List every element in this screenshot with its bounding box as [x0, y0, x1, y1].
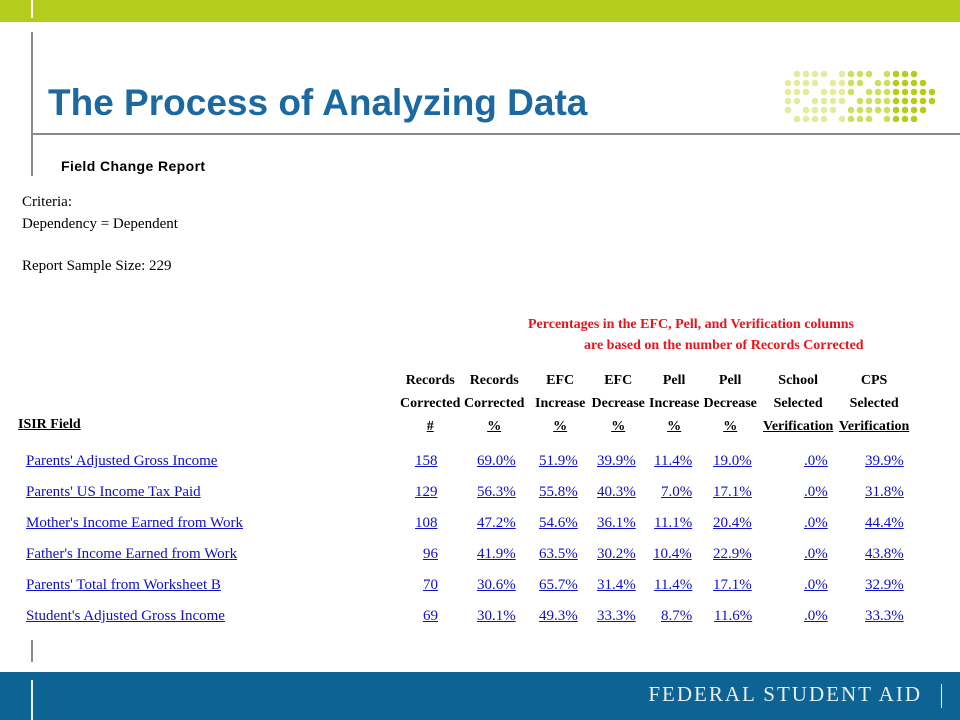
column-header-line: Records [469, 373, 519, 388]
table-row [0, 477, 960, 508]
decorative-dot [875, 98, 882, 105]
column-header-school-selected-verification [763, 369, 833, 438]
cell-records-corrected-pct[interactable]: 41.9% [477, 546, 516, 562]
column-header-efc-decrease [592, 369, 645, 438]
cell-efc-increase[interactable]: 51.9% [539, 453, 578, 469]
decorative-dot [893, 98, 900, 105]
column-header-line: Records [405, 373, 455, 388]
decorative-dot [821, 98, 828, 105]
decorative-dot [803, 89, 810, 96]
column-header-line: Selected [773, 396, 823, 411]
decorative-dot [884, 71, 891, 78]
cell-cps-selected-verification[interactable]: 39.9% [865, 453, 904, 469]
decorative-dot [911, 116, 918, 122]
column-header-line: EFC [604, 373, 633, 388]
column-header-line: % [487, 419, 502, 434]
decorative-dot [893, 80, 900, 87]
decorative-dot [839, 71, 846, 78]
slide-title: The Process of Analyzing Data [48, 82, 588, 123]
decorative-dot [857, 98, 864, 105]
cell-pell-increase[interactable]: 8.7% [661, 608, 693, 624]
decorative-dot [875, 71, 882, 78]
decorative-dot [920, 80, 927, 87]
isir-field-link[interactable]: Parents' Adjusted Gross Income [26, 453, 218, 469]
cell-efc-decrease[interactable]: 30.2% [597, 546, 636, 562]
column-header-line: Decrease [591, 396, 645, 411]
column-header-line: CPS [860, 373, 888, 388]
decorative-dot [839, 107, 846, 114]
decorative-dot [848, 89, 855, 96]
cell-school-selected-verification[interactable]: .0% [804, 608, 828, 624]
column-header-pell-increase [649, 369, 699, 438]
decorative-dot [875, 116, 882, 122]
top-accent-bar [0, 0, 960, 22]
decorative-dot [812, 107, 819, 114]
decorative-dot [911, 107, 918, 114]
decorative-dot [929, 98, 936, 105]
decorative-dot [902, 89, 909, 96]
cell-records-corrected-pct[interactable]: 69.0% [477, 453, 516, 469]
column-header-line: Decrease [703, 396, 757, 411]
cell-school-selected-verification[interactable]: .0% [804, 484, 828, 500]
decorative-dot [848, 71, 855, 78]
cell-pell-increase[interactable]: 11.1% [654, 515, 693, 531]
cell-records-corrected-count[interactable]: 69 [423, 608, 438, 624]
footer-brand-divider [941, 684, 942, 708]
column-header-line: Corrected [464, 396, 525, 411]
decorative-dot [794, 89, 801, 96]
sample-size: Report Sample Size: 229 [22, 258, 172, 274]
column-header-line: Corrected [400, 396, 461, 411]
decorative-dot [875, 80, 882, 87]
decorative-dot [884, 80, 891, 87]
decorative-dot [893, 71, 900, 78]
cell-records-corrected-count[interactable]: 70 [423, 577, 438, 593]
isir-field-link[interactable]: Father's Income Earned from Work [26, 546, 238, 562]
cell-efc-increase[interactable]: 49.3% [539, 608, 578, 624]
column-header-efc-increase [535, 369, 585, 438]
note-line-1: Percentages in the EFC, Pell, and Verification columns [528, 317, 854, 332]
decorative-dot [929, 89, 936, 96]
decorative-dot [821, 116, 828, 122]
decorative-dot [857, 116, 864, 122]
decorative-dot [857, 80, 864, 87]
decorative-dot [920, 107, 927, 114]
decorative-dot [785, 89, 792, 96]
column-header-line: Selected [849, 396, 899, 411]
decorative-dot [830, 107, 837, 114]
column-header-line: % [611, 419, 626, 434]
decorative-dot [785, 107, 792, 114]
decorative-dot [902, 98, 909, 105]
decorative-dot [848, 80, 855, 87]
cell-records-corrected-count[interactable]: 129 [415, 484, 438, 500]
cell-school-selected-verification[interactable]: .0% [804, 453, 828, 469]
decorative-dot [812, 71, 819, 78]
cell-records-corrected-pct[interactable]: 30.6% [477, 577, 516, 593]
cell-records-corrected-pct[interactable]: 47.2% [477, 515, 516, 531]
percentages-note [528, 314, 868, 356]
footer-divider [31, 680, 33, 720]
decorative-dot [884, 98, 891, 105]
isir-field-link[interactable]: Parents' Total from Worksheet B [26, 577, 221, 593]
decorative-dot [830, 80, 837, 87]
decorative-dot [857, 89, 864, 96]
cell-efc-decrease[interactable]: 40.3% [597, 484, 636, 500]
slide-subtitle: Field Change Report [61, 158, 206, 174]
cell-cps-selected-verification[interactable]: 33.3% [865, 608, 904, 624]
cell-cps-selected-verification[interactable]: 44.4% [865, 515, 904, 531]
cell-cps-selected-verification[interactable]: 43.8% [865, 546, 904, 562]
decorative-dot [866, 98, 873, 105]
decorative-dot [848, 98, 855, 105]
decorative-dot [794, 107, 801, 114]
column-header-line: School [778, 373, 818, 388]
isir-field-link[interactable]: Student's Adjusted Gross Income [26, 608, 225, 624]
column-header-line: Increase [535, 396, 586, 411]
column-header-records-corrected-count [400, 369, 460, 438]
decorative-dot [830, 89, 837, 96]
cell-pell-decrease[interactable]: 11.6% [714, 608, 753, 624]
column-header-line: % [723, 419, 738, 434]
decorative-dot [830, 116, 837, 122]
note-line-2: are based on the number of Records Corrected [584, 338, 864, 353]
decorative-dot [884, 89, 891, 96]
column-header-line: Pell [662, 373, 686, 388]
column-header-line: % [553, 419, 568, 434]
cell-pell-decrease[interactable]: 19.0% [713, 453, 752, 469]
column-header-line: Verification [839, 419, 910, 434]
decorative-dot [884, 116, 891, 122]
cell-records-corrected-count[interactable]: 108 [415, 515, 438, 531]
cell-efc-decrease[interactable]: 36.1% [597, 515, 636, 531]
decorative-dot [830, 71, 837, 78]
decorative-dot [866, 71, 873, 78]
left-vertical-rule [31, 32, 33, 176]
decorative-dot [812, 116, 819, 122]
cell-efc-increase[interactable]: 63.5% [539, 546, 578, 562]
isir-field-link[interactable]: Parents' US Income Tax Paid [26, 484, 201, 500]
cell-cps-selected-verification[interactable]: 31.8% [865, 484, 904, 500]
decorative-dots-logo [784, 70, 946, 122]
cell-pell-increase[interactable]: 11.4% [654, 453, 693, 469]
decorative-dot [866, 116, 873, 122]
cell-pell-decrease[interactable]: 17.1% [713, 484, 752, 500]
decorative-dot [803, 107, 810, 114]
decorative-dot [920, 98, 927, 105]
column-header-records-corrected-pct [464, 369, 524, 438]
isir-field-link[interactable]: Mother's Income Earned from Work [26, 515, 243, 531]
isir-field-header: ISIR Field [18, 417, 81, 432]
cell-pell-increase[interactable]: 10.4% [653, 546, 692, 562]
decorative-dot [848, 107, 855, 114]
left-vertical-rule-lower [31, 640, 33, 662]
decorative-dot [902, 116, 909, 122]
footer-brand-text: FEDERAL STUDENT AID [648, 682, 922, 706]
table-row [0, 601, 960, 632]
decorative-dot [902, 71, 909, 78]
decorative-dot [794, 116, 801, 122]
decorative-dot [893, 89, 900, 96]
top-bar-divider [31, 0, 33, 18]
cell-efc-increase[interactable]: 54.6% [539, 515, 578, 531]
decorative-dot [785, 71, 792, 78]
column-header-pell-decrease [704, 369, 757, 438]
cell-school-selected-verification[interactable]: .0% [804, 577, 828, 593]
table-column-headers [0, 369, 960, 439]
decorative-dot [839, 89, 846, 96]
decorative-dot [794, 71, 801, 78]
decorative-dot [839, 80, 846, 87]
criteria-value: Dependency = Dependent [22, 216, 178, 232]
decorative-dot [803, 98, 810, 105]
decorative-dot [839, 116, 846, 122]
decorative-dot [821, 107, 828, 114]
decorative-dot [857, 71, 864, 78]
title-underline-rule [33, 133, 960, 135]
column-header-line: Verification [763, 419, 834, 434]
cell-efc-increase[interactable]: 65.7% [539, 577, 578, 593]
cell-efc-decrease[interactable]: 31.4% [597, 577, 636, 593]
decorative-dot [920, 89, 927, 96]
table-row [0, 508, 960, 539]
decorative-dot [821, 89, 828, 96]
decorative-dot [785, 98, 792, 105]
column-header-line: EFC [546, 373, 575, 388]
decorative-dot [785, 80, 792, 87]
decorative-dot [902, 107, 909, 114]
decorative-dot [857, 107, 864, 114]
decorative-dot [803, 116, 810, 122]
cell-pell-decrease[interactable]: 17.1% [713, 577, 752, 593]
decorative-dot [839, 98, 846, 105]
cell-records-corrected-pct[interactable]: 30.1% [477, 608, 516, 624]
cell-records-corrected-count[interactable]: 158 [415, 453, 438, 469]
decorative-dot [911, 71, 918, 78]
column-header-cps-selected-verification [839, 369, 909, 438]
cell-pell-increase[interactable]: 7.0% [661, 484, 693, 500]
cell-cps-selected-verification[interactable]: 32.9% [865, 577, 904, 593]
criteria-label: Criteria: [22, 194, 72, 210]
decorative-dot [884, 107, 891, 114]
decorative-dot [911, 98, 918, 105]
cell-pell-decrease[interactable]: 22.9% [713, 546, 752, 562]
table-row [0, 446, 960, 477]
table-row [0, 539, 960, 570]
decorative-dot [893, 107, 900, 114]
decorative-dot [875, 107, 882, 114]
decorative-dot [848, 116, 855, 122]
decorative-dot [812, 89, 819, 96]
decorative-dot [803, 80, 810, 87]
cell-records-corrected-count[interactable]: 96 [423, 546, 438, 562]
decorative-dot [893, 116, 900, 122]
decorative-dot [794, 98, 801, 105]
table-row [0, 570, 960, 601]
cell-pell-decrease[interactable]: 20.4% [713, 515, 752, 531]
decorative-dot [866, 80, 873, 87]
footer-bar [0, 672, 960, 720]
cell-efc-decrease[interactable]: 33.3% [597, 608, 636, 624]
decorative-dot [803, 71, 810, 78]
cell-efc-increase[interactable]: 55.8% [539, 484, 578, 500]
report-criteria [22, 191, 178, 277]
column-header-line: % [667, 419, 682, 434]
cell-records-corrected-pct[interactable]: 56.3% [477, 484, 516, 500]
decorative-dot [821, 80, 828, 87]
decorative-dot [866, 89, 873, 96]
decorative-dot [830, 98, 837, 105]
decorative-dot [821, 71, 828, 78]
decorative-dot [812, 98, 819, 105]
column-header-line: Increase [649, 396, 700, 411]
cell-efc-decrease[interactable]: 39.9% [597, 453, 636, 469]
decorative-dot [785, 116, 792, 122]
decorative-dot [911, 80, 918, 87]
decorative-dot [794, 80, 801, 87]
decorative-dot [902, 80, 909, 87]
cell-pell-increase[interactable]: 11.4% [654, 577, 693, 593]
cell-school-selected-verification[interactable]: .0% [804, 515, 828, 531]
decorative-dot [875, 89, 882, 96]
column-header-line: Pell [718, 373, 742, 388]
decorative-dot [866, 107, 873, 114]
decorative-dot [911, 89, 918, 96]
column-header-line: # [426, 419, 434, 434]
decorative-dot [812, 80, 819, 87]
cell-school-selected-verification[interactable]: .0% [804, 546, 828, 562]
